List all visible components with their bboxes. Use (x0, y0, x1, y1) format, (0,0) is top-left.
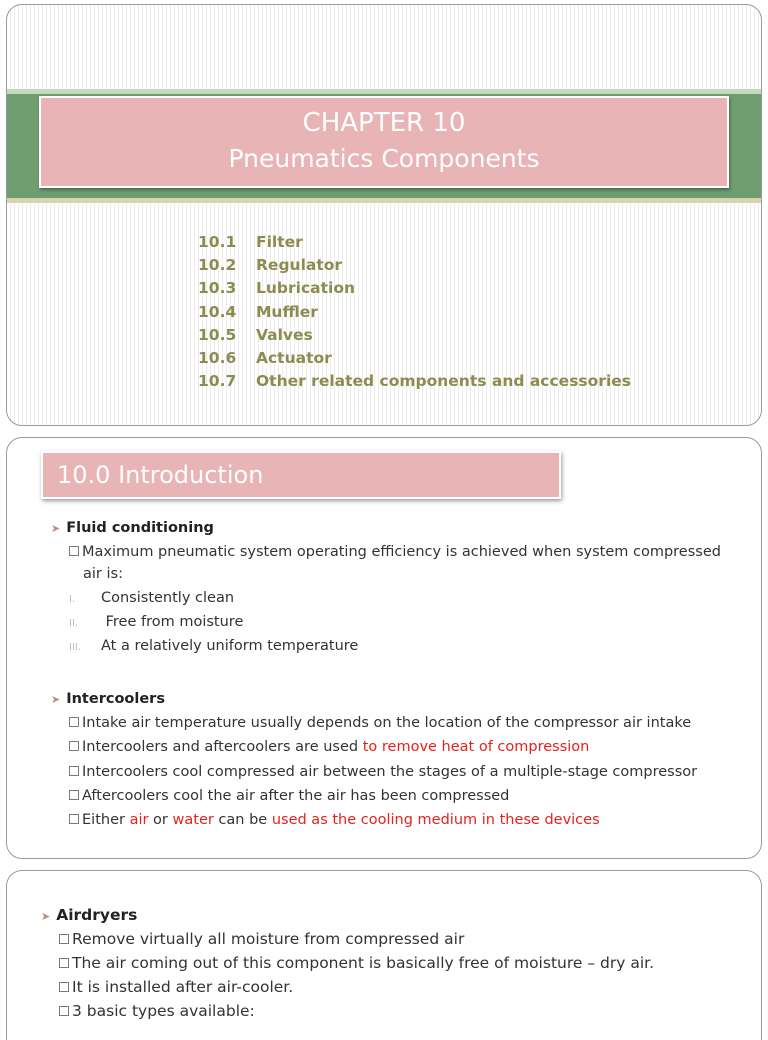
chapter-number: CHAPTER 10 (302, 108, 466, 138)
square-bullet-icon (59, 1006, 69, 1016)
chapter-title: Pneumatics Components (228, 144, 540, 173)
toc-item: 10.4 Muffler (198, 302, 318, 321)
roman-list-item: III. At a relatively uniform temperature (69, 638, 359, 654)
arrow-bullet-icon: ➤ (41, 910, 51, 923)
title-box (39, 96, 729, 188)
fluid-bullet: Maximum pneumatic system operating efficiency is achieved when system compressed (69, 544, 721, 560)
section-header: 10.0 Introduction (41, 451, 561, 499)
airdryers-bullet: Remove virtually all moisture from compressed air (59, 930, 464, 948)
airdryers-bullet: It is installed after air-cooler. (59, 978, 293, 996)
square-bullet-icon (59, 934, 69, 944)
toc-item: 10.5 Valves (198, 325, 313, 344)
roman-list-item: II. Free from moisture (69, 614, 244, 630)
toc-item: 10.3 Lubrication (198, 279, 356, 298)
airdryers-slide (6, 870, 762, 1040)
intercoolers-bullet: Intercoolers cool compressed air between the stages of a multiple-stage compressor (69, 764, 697, 780)
square-bullet-icon (59, 982, 69, 992)
airdryers-bullet: 3 basic types available: (59, 1002, 255, 1020)
introduction-slide (6, 437, 762, 859)
table-of-contents (198, 231, 631, 393)
toc-item: 10.2 Regulator (198, 256, 343, 275)
square-bullet-icon (59, 958, 69, 968)
square-bullet-icon (69, 766, 79, 776)
roman-list-item: I. Consistently clean (69, 590, 235, 606)
toc-item: 10.6 Actuator (198, 348, 332, 367)
airdryers-heading: ➤ Airdryers (41, 906, 138, 924)
intercoolers-bullet: Aftercoolers cool the air after the air has been compressed (69, 788, 509, 804)
square-bullet-icon (69, 790, 79, 800)
toc-item: 10.7 Other related components and accessories (198, 372, 631, 391)
arrow-bullet-icon: ➤ (51, 522, 61, 535)
intercoolers-heading: ➤ Intercoolers (51, 691, 165, 707)
fluid-bullet-continuation: air is: (83, 566, 123, 582)
square-bullet-icon (69, 741, 79, 751)
airdryers-bullet: The air coming out of this component is basically free of moisture – dry air. (59, 954, 654, 972)
square-bullet-icon (69, 717, 79, 727)
fluid-conditioning-heading: ➤ Fluid conditioning (51, 520, 214, 536)
intercoolers-bullet: Intake air temperature usually depends on the location of the compressor air intake (69, 715, 691, 731)
arrow-bullet-icon: ➤ (51, 693, 61, 706)
intercoolers-bullet: Either air or water can be used as the cooling medium in these devices (69, 812, 600, 828)
chapter-title-slide (6, 4, 762, 426)
square-bullet-icon (69, 814, 79, 824)
square-bullet-icon (69, 546, 79, 556)
intercoolers-bullet: Intercoolers and aftercoolers are used to remove heat of compression (69, 739, 589, 755)
toc-item: 10.1 Filter (198, 233, 303, 251)
